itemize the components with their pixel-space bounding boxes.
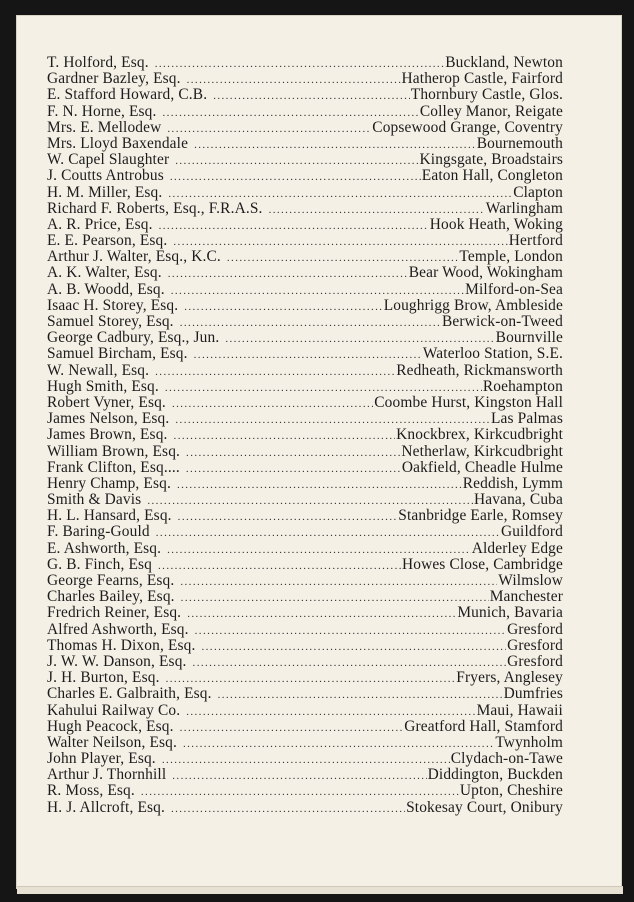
- entry-place: Coombe Hurst, Kingston Hall: [374, 393, 563, 411]
- entry-name: Walter Neilson, Esq.: [47, 733, 177, 751]
- entry-name: A. R. Price, Esq.: [47, 215, 153, 233]
- entry-name: Arthur J. Walter, Esq., K.C.: [47, 248, 221, 266]
- entry-name: George Cadbury, Esq., Jun.: [47, 329, 220, 347]
- entry-name: Fredrich Reiner, Esq.: [47, 604, 182, 622]
- dot-leader: [183, 736, 494, 752]
- dot-leader: [180, 574, 497, 590]
- entry-name: W. Newall, Esq.: [47, 361, 150, 379]
- dot-leader: [159, 218, 429, 234]
- dot-leader: [202, 639, 507, 655]
- list-item: [47, 152, 563, 168]
- entry-name: Smith & Davis: [47, 491, 142, 509]
- entry-place: Las Palmas: [490, 410, 563, 428]
- list-item: [47, 120, 563, 136]
- entry-name: H. M. Miller, Esq.: [47, 183, 163, 201]
- entry-place: Knockbrex, Kirkcudbright: [396, 426, 563, 444]
- entry-name: Alfred Ashworth, Esq.: [47, 620, 189, 638]
- entry-name: James Brown, Esq.: [47, 426, 168, 444]
- entry-place: Alderley Edge: [471, 539, 563, 557]
- list-item: [47, 541, 563, 557]
- list-item: [47, 751, 563, 767]
- entry-name: Frank Clifton, Esq....: [47, 458, 180, 476]
- entry-place: Dumfries: [503, 685, 563, 703]
- entry-name: William Brown, Esq.: [47, 442, 181, 460]
- entry-place: Maui, Hawaii: [476, 701, 563, 719]
- list-item: [47, 767, 563, 783]
- entry-name: Mrs. E. Mellodew: [47, 118, 162, 136]
- list-item: [47, 249, 563, 265]
- list-item: [47, 605, 563, 621]
- dot-leader: [187, 606, 456, 622]
- entry-name: W. Capel Slaughter: [47, 151, 170, 169]
- list-item: [47, 573, 563, 589]
- list-item: [47, 638, 563, 654]
- entry-place: Hertford: [508, 232, 563, 250]
- entry-name: Hugh Smith, Esq.: [47, 377, 159, 395]
- dot-leader: [171, 801, 405, 817]
- list-item: [47, 233, 563, 249]
- list-item: [47, 217, 563, 233]
- entry-place: Reddish, Lymm: [462, 474, 563, 492]
- list-item: [47, 136, 563, 152]
- list-item: [47, 265, 563, 281]
- dot-leader: [181, 590, 489, 606]
- entry-place: Loughrigg Brow, Ambleside: [383, 296, 563, 314]
- entry-place: Warlingham: [485, 199, 563, 217]
- entry-place: Greatford Hall, Stamford: [404, 717, 563, 735]
- entry-place: Howes Close, Cambridge: [401, 555, 563, 573]
- entry-place: Berwick-on-Tweed: [442, 313, 563, 330]
- entry-place: Twynholm: [495, 733, 563, 751]
- entry-name: Kahului Railway Co.: [47, 701, 181, 719]
- entry-place: Colley Manor, Reigate: [419, 102, 563, 120]
- entry-place: Munich, Bavaria: [457, 604, 563, 622]
- entry-place: Guildford: [500, 523, 563, 541]
- entry-place: Bear Wood, Wokingham: [408, 264, 563, 282]
- entry-name: E. Ashworth, Esq.: [47, 539, 162, 557]
- list-item: [47, 168, 563, 184]
- entry-place: Gresford: [507, 636, 563, 654]
- list-item: [47, 783, 563, 799]
- entry-place: Manchester: [489, 588, 563, 606]
- list-item: [47, 379, 563, 395]
- entry-place: Eaton Hall, Congleton: [421, 167, 563, 185]
- dot-leader: [168, 266, 408, 282]
- dot-leader: [174, 428, 396, 444]
- entry-place: Havana, Cuba: [474, 491, 563, 509]
- dot-leader: [187, 72, 401, 88]
- entry-name: James Nelson, Esq.: [47, 410, 170, 428]
- entry-name: Samuel Storey, Esq.: [47, 313, 174, 330]
- entry-name: Samuel Bircham, Esq.: [47, 345, 188, 363]
- entry-name: F. N. Horne, Esq.: [47, 102, 157, 120]
- dot-leader: [155, 364, 395, 380]
- list-item: [47, 411, 563, 427]
- entry-place: Redheath, Rickmansworth: [396, 361, 563, 379]
- entry-place: Upton, Cheshire: [459, 782, 563, 800]
- entry-name: F. Baring-Gould: [47, 523, 150, 541]
- entry-place: Roehampton: [482, 377, 563, 395]
- list-item: [47, 460, 563, 476]
- entry-place: Thornbury Castle, Glos.: [410, 86, 563, 104]
- list-item: [47, 508, 563, 524]
- list-item: [47, 55, 563, 71]
- entry-place: Bournemouth: [476, 134, 563, 152]
- entry-name: E. Stafford Howard, C.B.: [47, 86, 208, 104]
- dot-leader: [186, 461, 401, 477]
- entry-name: Richard F. Roberts, Esq., F.R.A.S.: [47, 199, 263, 217]
- dot-leader: [167, 121, 371, 137]
- list-item: [47, 201, 563, 217]
- list-item: [47, 719, 563, 735]
- dot-leader: [170, 169, 421, 185]
- dot-leader: [184, 299, 382, 315]
- entry-name: J. W. W. Danson, Esq.: [47, 652, 187, 670]
- entry-name: H. J. Allcroft, Esq.: [47, 798, 165, 816]
- entry-place: Buckland, Newton: [445, 54, 563, 71]
- entry-name: Charles E. Galbraith, Esq.: [47, 685, 212, 703]
- list-item: [47, 427, 563, 443]
- entry-name: Charles Bailey, Esq.: [47, 588, 175, 606]
- entry-place: Diddington, Buckden: [427, 766, 563, 784]
- entry-place: Copsewood Grange, Coventry: [372, 118, 563, 136]
- list-item: [47, 524, 563, 540]
- entry-name: Henry Champ, Esq.: [47, 474, 171, 492]
- entry-place: Milford-on-Sea: [465, 280, 563, 298]
- entry-place: Clydach-on-Tawe: [450, 750, 563, 768]
- page-bottom-edge: [17, 886, 623, 894]
- subscriber-list: [47, 55, 563, 816]
- list-item: [47, 703, 563, 719]
- dot-leader: [213, 88, 410, 104]
- entry-name: Mrs. Lloyd Baxendale: [47, 134, 189, 152]
- entry-name: Robert Vyner, Esq.: [47, 393, 166, 411]
- entry-place: Stokesay Court, Onibury: [406, 798, 563, 816]
- entry-place: Fryers, Anglesey: [456, 669, 563, 687]
- entry-place: Oakfield, Cheadle Hulme: [401, 458, 563, 476]
- entry-name: R. Moss, Esq.: [47, 782, 135, 800]
- entry-name: G. B. Finch, Esq: [47, 555, 153, 573]
- list-item: [47, 670, 563, 686]
- dot-leader: [195, 623, 506, 639]
- list-item: [47, 492, 563, 508]
- dot-leader: [180, 720, 404, 736]
- list-item: [47, 800, 563, 816]
- dot-leader: [172, 396, 373, 412]
- entry-name: George Fearns, Esq.: [47, 572, 175, 589]
- entry-place: Stanbridge Earle, Romsey: [398, 507, 563, 525]
- entry-name: E. E. Pearson, Esq.: [47, 232, 168, 250]
- dot-leader: [156, 525, 500, 541]
- entry-name: T. Holford, Esq.: [47, 54, 149, 71]
- dot-leader: [162, 752, 450, 768]
- list-item: [47, 282, 563, 298]
- entry-place: Hook Heath, Woking: [429, 215, 563, 233]
- entry-name: A. K. Walter, Esq.: [47, 264, 162, 282]
- dot-leader: [158, 558, 401, 574]
- dot-leader: [178, 509, 398, 525]
- dot-leader: [186, 445, 400, 461]
- entry-name: Gardner Bazley, Esq.: [47, 70, 181, 88]
- entry-place: Waterloo Station, S.E.: [422, 345, 563, 363]
- list-item: [47, 71, 563, 87]
- entry-place: Kingsgate, Broadstairs: [419, 151, 563, 169]
- entry-place: Hatherop Castle, Fairford: [401, 70, 563, 88]
- list-item: [47, 314, 563, 330]
- entry-name: John Player, Esq.: [47, 750, 156, 768]
- entry-name: J. Coutts Antrobus: [47, 167, 164, 185]
- entry-name: Isaac H. Storey, Esq.: [47, 296, 179, 314]
- entry-place: Netherlaw, Kirkcudbright: [401, 442, 563, 460]
- list-item: [47, 557, 563, 573]
- dot-leader: [172, 768, 426, 784]
- entry-place: Gresford: [507, 620, 563, 638]
- list-item: [47, 622, 563, 638]
- entry-name: Thomas H. Dixon, Esq.: [47, 636, 196, 654]
- entry-name: Hugh Peacock, Esq.: [47, 717, 174, 735]
- dot-leader: [175, 153, 418, 169]
- list-item: [47, 104, 563, 120]
- dot-leader: [155, 56, 444, 72]
- list-item: [47, 686, 563, 702]
- list-item: [47, 444, 563, 460]
- entry-place: Wilmslow: [498, 572, 563, 589]
- list-item: [47, 298, 563, 314]
- entry-place: Gresford: [507, 652, 563, 670]
- list-item: [47, 654, 563, 670]
- entry-place: Temple, London: [459, 248, 563, 266]
- entry-name: J. H. Burton, Esq.: [47, 669, 160, 687]
- list-item: [47, 476, 563, 492]
- dot-leader: [194, 347, 422, 363]
- list-item: [47, 735, 563, 751]
- dot-leader: [177, 477, 462, 493]
- entry-place: Bournville: [495, 329, 563, 347]
- entry-name: A. B. Woodd, Esq.: [47, 280, 165, 298]
- entry-place: Clapton: [513, 183, 563, 201]
- list-item: [47, 87, 563, 103]
- list-item: [47, 395, 563, 411]
- list-item: [47, 363, 563, 379]
- list-item: [47, 346, 563, 362]
- dot-leader: [218, 687, 503, 703]
- list-item: [47, 185, 563, 201]
- entry-name: H. L. Hansard, Esq.: [47, 507, 172, 525]
- dot-leader: [173, 234, 507, 250]
- entry-name: Arthur J. Thornhill: [47, 766, 167, 784]
- list-item: [47, 589, 563, 605]
- list-item: [47, 330, 563, 346]
